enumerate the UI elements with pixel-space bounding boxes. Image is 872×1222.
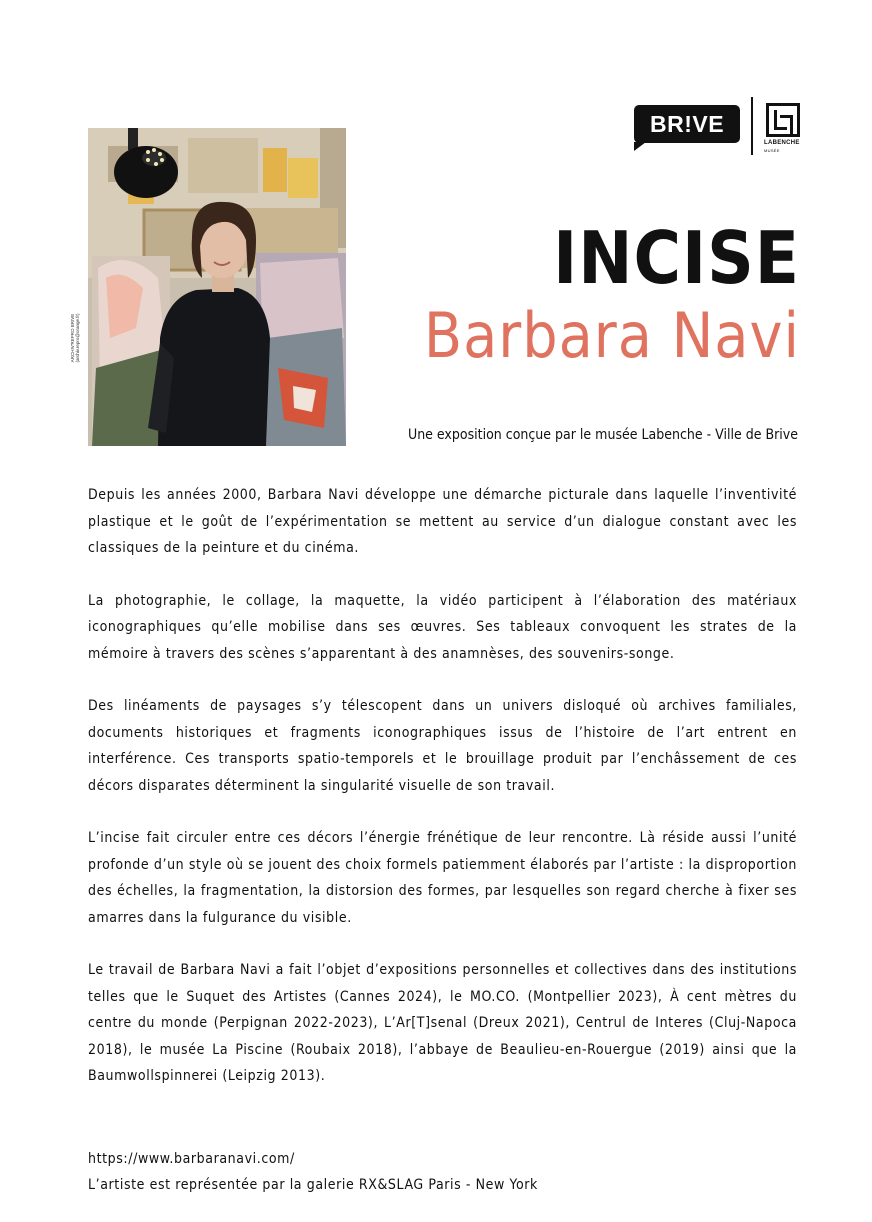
partner-logos [634, 97, 806, 157]
artist-portrait-image [88, 128, 346, 446]
logo-divider [751, 97, 753, 155]
labenche-label: LABENCHE [764, 140, 800, 146]
exhibition-title: INCISE [553, 216, 800, 300]
footer [88, 1146, 688, 1198]
brive-logo: BR!VE [634, 105, 740, 143]
labenche-logo [764, 103, 806, 155]
photo-credit: ARCHIV'REPRO BRIVE (archiv.repro@orange.fr) [70, 313, 80, 363]
paragraph: Depuis les années 2000, Barbara Navi développe une démarche picturale dans laquelle l’inventivité plastique et le goût de l’expérimentation se mettent au service d’un dialogue constant avec les classiques de la peinture et du cinéma. [88, 487, 797, 556]
paragraph: Des linéaments de paysages s’y télescopent dans un univers disloqué où archives familiales, documents historiques et fragments iconographiques issus de l’histoire de l’art entrent en interférence. Ces transports spatio-temporels et le brouillage produit par l’enchâssement de ces décors disparates déterminent la singularité visuelle de son travail. [88, 698, 797, 794]
paragraph: La photographie, le collage, la maquette, la vidéo participent à l’élaboration des matériaux iconographiques qu’elle mobilise dans ses œuvres. Ses tableaux convoquent les strates de la mémoire à travers des scènes s’apparentant à des anamnèses, des souvenirs-songe. [88, 592, 797, 662]
labenche-sublabel: MUSÉE [764, 148, 780, 153]
artist-name: Barbara Navi [423, 299, 800, 372]
exhibition-tagline: Une exposition conçue par le musée Labenche - Ville de Brive [407, 427, 798, 443]
paragraph: Le travail de Barbara Navi a fait l’objet d’expositions personnelles et collectives dans des institutions telles que le Suquet des Artistes (Cannes 2024), le MO.CO. (Montpellier 2023), À cent mètres du centre du monde (Perpignan 2022-2023), L’Ar[T]senal (Dreux 2021), Centrul de Interes (Cluj-Napoca 2018), le musée La Piscine (Roubaix 2018), l’abbaye de Beaulieu-en-Rouergue (2019) ainsi que la Baumwollspinnerei (Leipzig 2013). [88, 962, 797, 1084]
labenche-mark-icon [766, 103, 800, 137]
artist-website-link[interactable]: https://www.barbaranavi.com/ [88, 1151, 295, 1167]
gallery-representation: L’artiste est représentée par la galerie RX&SLAG Paris - New York [88, 1177, 538, 1193]
body-text [88, 482, 797, 1116]
artist-portrait [88, 128, 346, 446]
paragraph: L’incise fait circuler entre ces décors l’énergie frénétique de leur rencontre. Là réside aussi l’unité profonde d’un style où se jouent des choix formels patiemment élaborés par l’artiste : la disproportion des échelles, la fragmentation, la distorsion des formes, par lesquelles son regard cherche à fixer ses amarres dans la fulgurance du visible. [88, 830, 797, 926]
